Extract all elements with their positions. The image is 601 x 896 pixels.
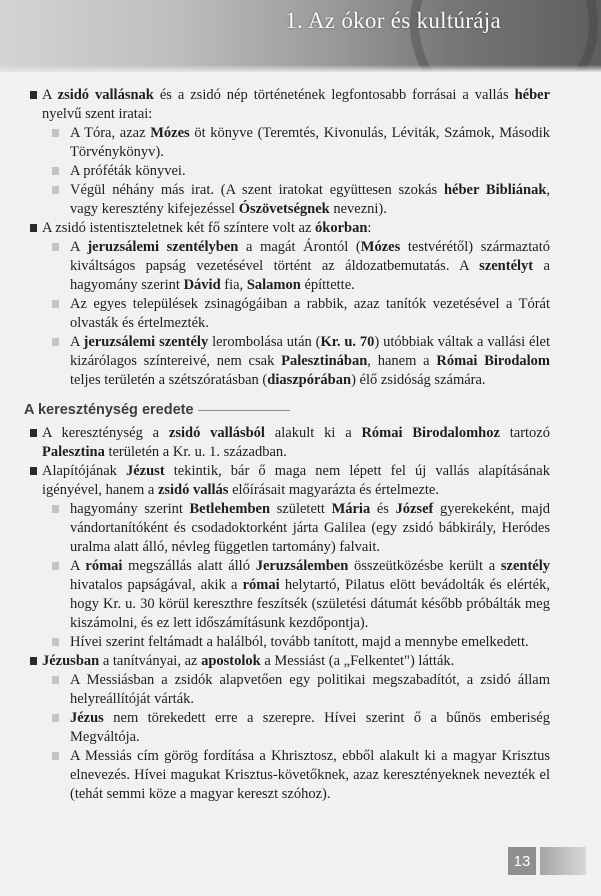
text-run: Végül néhány más irat. (A szent iratokat együttesen szokás xyxy=(70,182,444,198)
sub-bullet-item xyxy=(30,295,550,333)
bold-text: Palesztinában xyxy=(281,353,368,369)
text-run: a tanítványai, az xyxy=(99,653,202,669)
bold-text: Jézus xyxy=(70,710,104,726)
text-run: összeütközésbe került a xyxy=(348,558,501,574)
bold-text: apostolok xyxy=(201,653,261,669)
bold-text: Mária xyxy=(331,501,371,517)
bold-text: jeruzsálemi szentély xyxy=(83,334,209,350)
text-run: megszállás alatt álló xyxy=(122,558,256,574)
text-run: , hanem a xyxy=(367,353,437,369)
section-heading-text: A kereszténység eredete xyxy=(24,402,194,418)
bold-text: ókorban xyxy=(315,220,368,236)
text-run: A xyxy=(70,558,86,574)
text-run: A Messiásban a zsidók alapvetően egy politikai megszabadítót, a zsidó állam helyreállítóját várták. xyxy=(70,672,550,707)
bullet-item xyxy=(30,86,550,124)
sub-bullet-item xyxy=(30,333,550,390)
chapter-banner xyxy=(0,0,601,72)
sub-bullet-item xyxy=(30,238,550,295)
sub-bullet-item xyxy=(30,557,550,633)
page-number-strip xyxy=(540,847,586,875)
text-run: A xyxy=(70,334,84,350)
sub-bullet-item xyxy=(30,124,550,162)
sub-bullet-item xyxy=(30,162,550,181)
text-run: előírásait magyarázta és értelmezte. xyxy=(228,482,439,498)
bold-text: József xyxy=(395,501,434,517)
text-run: lerombolása után ( xyxy=(208,334,321,350)
text-run: a hagyomány szerint xyxy=(70,258,550,293)
section-heading xyxy=(24,402,550,418)
text-run: hivatalos papságával, akik a xyxy=(70,577,243,593)
text-run: A xyxy=(42,87,58,103)
text-run: született xyxy=(270,501,332,517)
sub-bullet-item xyxy=(30,709,550,747)
page-content xyxy=(24,86,551,804)
bold-text: Jézust xyxy=(126,463,165,479)
text-run: ) utóbbiak váltak a vallási élet kizárólagos színtereivé, nem csak xyxy=(70,334,550,369)
bold-text: Mózes xyxy=(360,239,401,255)
text-run: : xyxy=(367,220,372,236)
text-run: A próféták könyvei. xyxy=(70,163,186,179)
sub-bullet-item xyxy=(30,181,550,219)
text-run: a magát Árontól ( xyxy=(238,239,361,255)
bold-text: szentély xyxy=(500,558,550,574)
text-run: hagyomány szerint xyxy=(70,501,190,517)
text-run: A Messiás cím görög fordítása a Khrisztosz, ebből alakult ki a magyar Krisztus elnevezés. Hívei magukat Krisztus-követőknek, azaz keresztényeknek nevezték el (tehát semmi köze a magyar kereszt szóhoz). xyxy=(70,748,550,802)
bold-text: Salamon xyxy=(246,277,301,293)
bullet-item xyxy=(30,219,550,238)
text-run: területén a Kr. u. 1. században. xyxy=(104,444,287,460)
text-run: nevezni). xyxy=(329,201,387,217)
text-run: A kereszténység a xyxy=(42,425,169,441)
bold-text: Betlehemben xyxy=(189,501,271,517)
bold-text: Ószövetségnek xyxy=(238,201,330,217)
text-run: , vagy keresztény kifejezéssel xyxy=(70,182,551,217)
text-run: alakult ki a xyxy=(264,425,362,441)
text-run: és a zsidó nép történetének legfontosabb forrásai a vallás xyxy=(153,87,515,103)
text-run: teljes területén a szétszóratásban ( xyxy=(70,372,268,388)
text-run: öt könyve (Teremtés, Kivonulás, Léviták, Számok, Második Törvénykönyv). xyxy=(70,125,550,160)
bold-text: római xyxy=(85,558,123,574)
bold-text: Jézusban xyxy=(42,653,100,669)
text-run: Hívei szerint feltámadt a halálból, tovább tanított, majd a mennybe emelkedett. xyxy=(70,634,529,650)
text-run: tekintik, bár ő maga nem lépett fel új vallás alapításának igényével, hanem a xyxy=(42,463,550,498)
text-run: testvérétől) származtató kiváltságos papság vezetésével történt az áldozatbemutatás. A xyxy=(70,239,550,274)
text-run: ) élő zsidóság számára. xyxy=(351,372,486,388)
bold-text: héber Bibliának xyxy=(443,182,547,198)
sub-bullet-item xyxy=(30,747,550,804)
text-run: Az egyes települések zsinagógáiban a rabbik, azaz tanítók vezetésével a Tórát olvasták és értelmezték. xyxy=(70,296,550,331)
text-run: A Tóra, azaz xyxy=(70,125,151,141)
text-run: A xyxy=(70,239,88,255)
page-number: 13 xyxy=(508,847,536,875)
bold-text: Kr. u. 70 xyxy=(320,334,375,350)
bold-text: jeruzsálemi szentélyben xyxy=(87,239,239,255)
bold-text: diaszpórában xyxy=(267,372,352,388)
bold-text: szentélyt xyxy=(479,258,534,274)
chapter-title: 1. Az ókor és kultúrája xyxy=(285,8,501,33)
bold-text: zsidó vallásnak xyxy=(57,87,154,103)
text-run: építtette. xyxy=(300,277,355,293)
bold-text: zsidó vallásból xyxy=(168,425,265,441)
text-run: fia, xyxy=(220,277,247,293)
text-run: A zsidó istentiszteletnek két fő színtere volt az xyxy=(42,220,316,236)
sub-bullet-item xyxy=(30,633,550,652)
text-run: tartozó xyxy=(499,425,550,441)
bold-text: Dávid xyxy=(183,277,221,293)
text-run: helytartó, Pilatus elött bevádolták és elérték, hogy Kr. u. 30 körül kereszthre feszítsék (születési dátumát később próbálták meg kiszámolni, és ez lett időszámításunk kezdőpontja). xyxy=(70,577,550,631)
sub-bullet-item xyxy=(30,671,550,709)
bold-text: zsidó vallás xyxy=(157,482,229,498)
bullet-item xyxy=(30,462,550,500)
text-run: Alapítójának xyxy=(42,463,126,479)
bold-text: héber xyxy=(514,87,551,103)
sub-bullet-item xyxy=(30,500,550,557)
bold-text: Palesztina xyxy=(42,444,105,460)
bold-text: Mózes xyxy=(150,125,190,141)
text-run: nem törekedett erre a szerepre. Hívei szerint ő a bűnös emberiség Megváltója. xyxy=(70,710,550,745)
heading-rule xyxy=(198,410,290,411)
text-run: és xyxy=(370,501,396,517)
text-run: a Messiást (a „Felkentet") látták. xyxy=(260,653,455,669)
bold-text: Jeruzsálemben xyxy=(255,558,349,574)
bold-text: római xyxy=(242,577,280,593)
bullet-item xyxy=(30,652,550,671)
bullet-item xyxy=(30,424,550,462)
text-run: gyerekeként, majd vándortanítóként és csodadoktorként járta Galilea (egy zsidó bábkirály, Heródes uralma alatt álló, névleg független tartomány) falvait. xyxy=(70,501,550,555)
text-run: nyelvű szent iratai: xyxy=(42,106,153,122)
bold-text: Római Birodalom xyxy=(436,353,550,369)
bold-text: Római Birodalomhoz xyxy=(361,425,500,441)
